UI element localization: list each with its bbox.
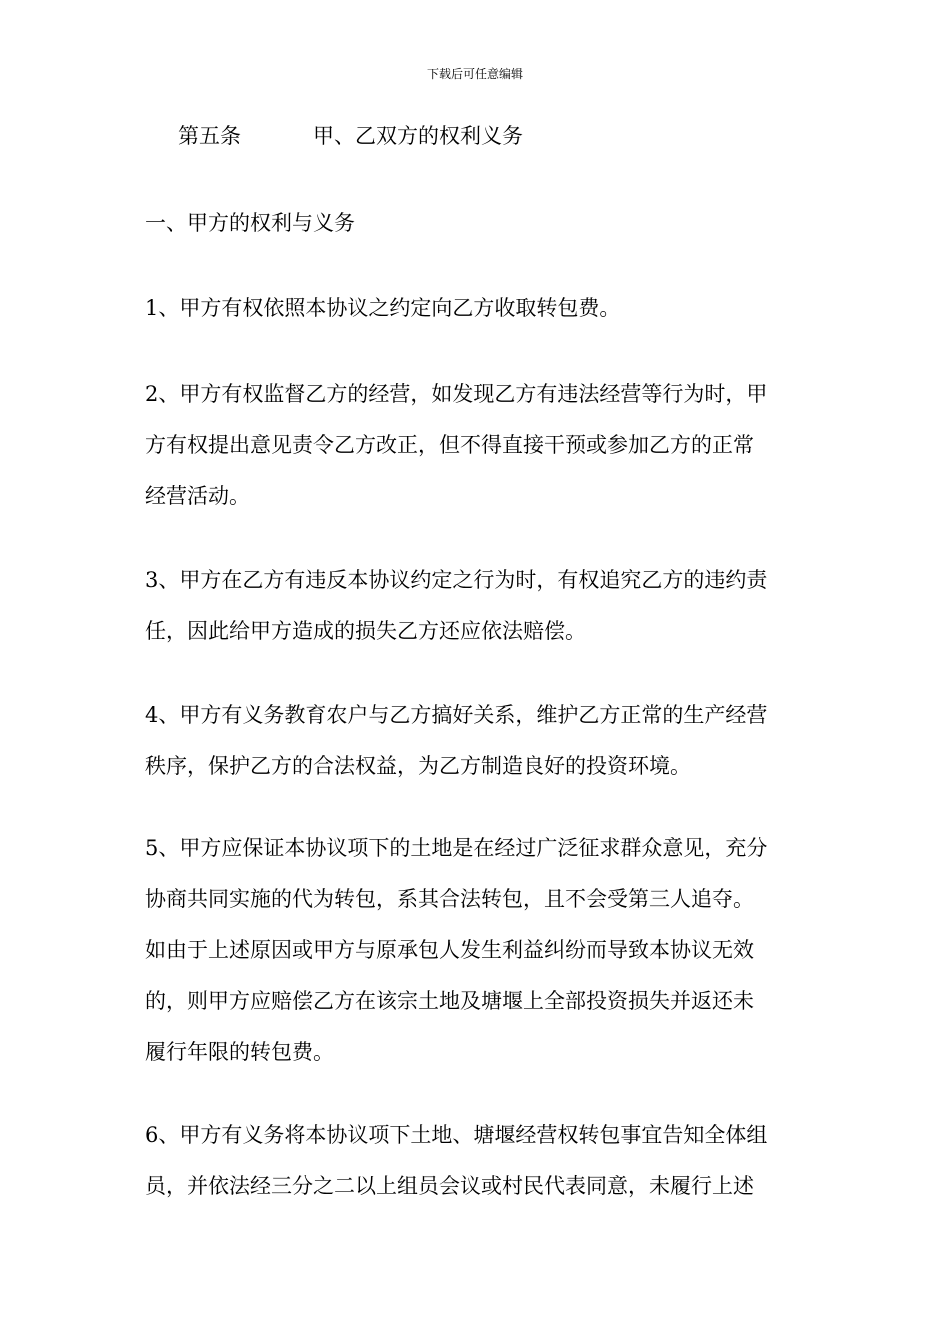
article-number: 第五条 (178, 124, 241, 148)
paragraph-line: 4、甲方有义务教育农户与乙方搞好关系，维护乙方正常的生产经营 (145, 703, 768, 727)
paragraph-4 (145, 690, 810, 792)
paragraph-line: 经营活动。 (145, 484, 250, 508)
paragraph-3 (145, 555, 810, 657)
paragraph-line: 5、甲方应保证本协议项下的土地是在经过广泛征求群众意见，充分 (145, 836, 768, 860)
paragraph-line: 6、甲方有义务将本协议项下土地、塘堰经营权转包事宜告知全体组 (145, 1123, 768, 1147)
paragraph-line: 2、甲方有权监督乙方的经营，如发现乙方有违法经营等行为时，甲 (145, 382, 768, 406)
paragraph-6 (145, 1110, 810, 1212)
paragraph-5 (145, 823, 810, 1078)
paragraph-line: 履行年限的转包费。 (145, 1040, 334, 1064)
article-title-text: 甲、乙双方的权利义务 (313, 124, 523, 148)
paragraph-line: 1、甲方有权依照本协议之约定向乙方收取转包费。 (145, 296, 621, 320)
paragraph-line: 方有权提出意见责令乙方改正，但不得直接干预或参加乙方的正常 (145, 433, 754, 457)
section-heading: 一、甲方的权利与义务 (145, 211, 355, 235)
paragraph-1 (145, 283, 810, 334)
paragraph-line: 如由于上述原因或甲方与原承包人发生利益纠纷而导致本协议无效 (145, 938, 754, 962)
article-title (178, 120, 523, 152)
paragraph-line: 员，并依法经三分之二以上组员会议或村民代表同意，未履行上述 (145, 1174, 754, 1198)
header-note: 下载后可任意编辑 (426, 67, 523, 81)
paragraph-line: 秩序，保护乙方的合法权益，为乙方制造良好的投资环境。 (145, 754, 691, 778)
paragraph-line: 协商共同实施的代为转包，系其合法转包，且不会受第三人追夺。 (145, 887, 754, 911)
paragraph-line: 3、甲方在乙方有违反本协议约定之行为时，有权追究乙方的违约责 (145, 568, 768, 592)
paragraph-line: 的，则甲方应赔偿乙方在该宗土地及塘堰上全部投资损失并返还未 (145, 989, 754, 1013)
paragraph-line: 任，因此给甲方造成的损失乙方还应依法赔偿。 (145, 619, 586, 643)
paragraph-2 (145, 369, 810, 522)
